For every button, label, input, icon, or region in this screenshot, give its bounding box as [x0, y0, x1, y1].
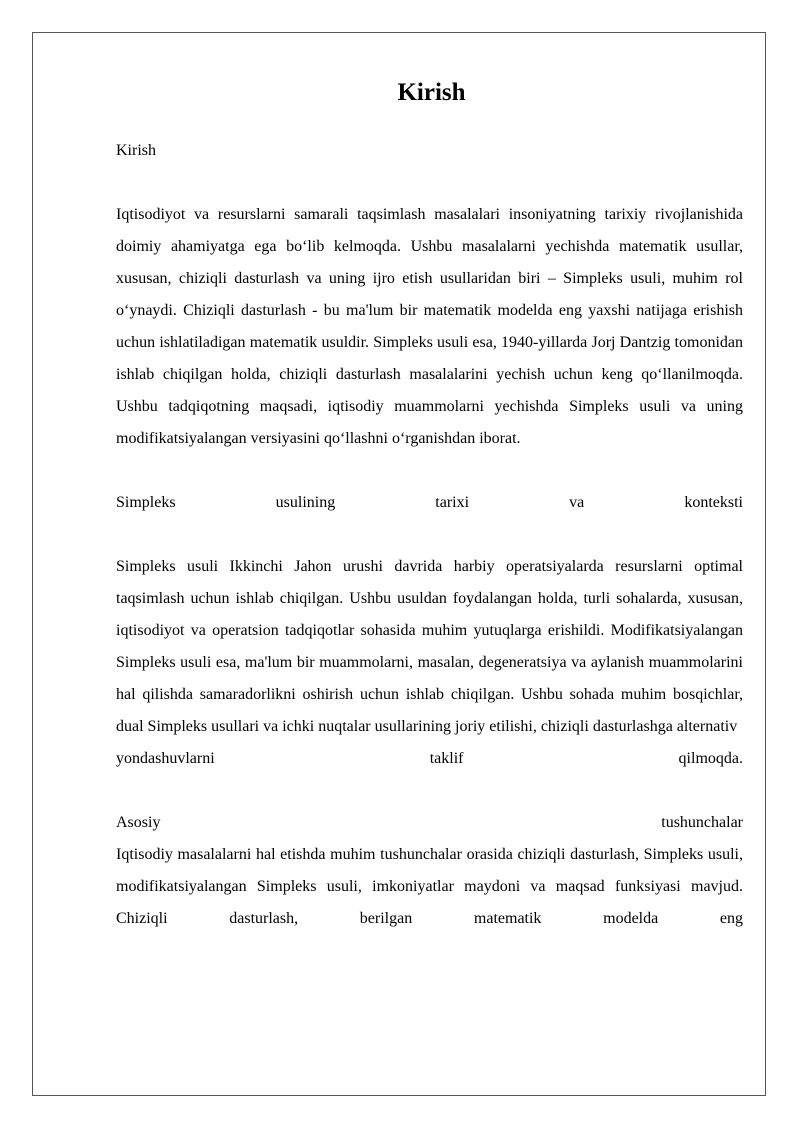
blank-line — [116, 455, 743, 487]
paragraph-word: yondashuvlarni — [116, 750, 215, 767]
blank-line — [116, 775, 743, 807]
heading-word: konteksti — [684, 494, 743, 511]
blank-line — [116, 519, 743, 551]
blank-line — [116, 167, 743, 199]
paragraph-word: taklif — [429, 750, 464, 767]
history-paragraph: Simpleks usuli Ikkinchi Jahon urushi davrida harbiy operatsiyalarda resurslarni optimal taqsimlash uchun ishlab chiqilgan. Ushbu usuldan foydalangan holda, turli sohalarda, xususan, iqtisodiyot va operatsion tadqiqotlar sohasida muhim yutuqlarga erishildi. Modifikatsiyalangan Simpleks usuli esa, ma'lum bir muammolarni, masalan, degeneratsiya va aylanish muammolarini hal qilishda samaradorlikni oshirish uchun ishlab chiqilgan. Ushbu sohada muhim bosqichlar, dual Simpleks usullari va ichki nuqtalar usullarining joriy etilishi, chiziqli dasturlashga alternativ — [116, 558, 743, 735]
intro-paragraph: Iqtisodiyot va resurslarni samarali taqsimlash masalalari insoniyatning tarixiy rivojlanishida doimiy ahamiyatga ega bo‘lib kelmoqda. Ushbu masalalarni yechishda matematik usullar, xususan, chiziqli dasturlash va uning ijro etish usullaridan biri – Simpleks usuli, muhim rol o‘ynaydi. Chiziqli dasturlash - bu ma'lum bir matematik modelda eng yaxshi natijaga erishish uchun ishlatiladigan matematik usuldir. Simpleks usuli esa, 1940-yillarda Jorj Dantzig tomonidan ishlab chiqilgan holda, chiziqli dasturlash masalalarini yechish uchun keng qo‘llanilmoqda. Ushbu tadqiqotning maqsadi, iqtisodiy muammolarni yechishda Simpleks usuli va uning modifikatsiyalangan versiyasini qo‘llashni o‘rganishdan iborat. — [116, 206, 743, 447]
history-paragraph-last-line — [116, 743, 743, 775]
page — [32, 32, 766, 1096]
document-body — [116, 77, 743, 935]
heading-word: Simpleks — [116, 494, 176, 511]
paragraph-word: qilmoqda. — [678, 750, 743, 767]
concepts-heading — [116, 807, 743, 839]
heading-word: tushunchalar — [661, 814, 743, 831]
heading-word: Asosiy — [116, 814, 161, 831]
heading-word: tarixi — [435, 494, 470, 511]
page-title: Kirish — [397, 79, 466, 106]
heading-word: va — [569, 494, 585, 511]
history-heading — [116, 487, 743, 519]
concepts-paragraph: Iqtisodiy masalalarni hal etishda muhim tushunchalar orasida chiziqli dasturlash, Simpleks usuli, modifikatsiyalangan Simpleks usuli, imkoniyatlar maydoni va maqsad funksiyasi mavjud. Chiziqli dasturlash, berilgan matematik modelda eng — [116, 846, 743, 927]
section-subtitle: Kirish — [116, 142, 156, 159]
heading-word: usulining — [275, 494, 336, 511]
